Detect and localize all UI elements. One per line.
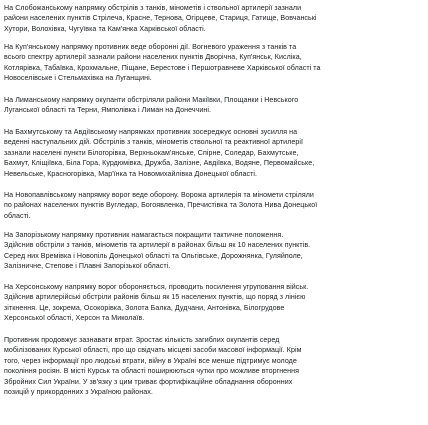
text-line: того, через інформації про людські втрати, війну в Україні все менше підтримує молоде: [4, 356, 297, 365]
text-line: Хутори, Волохівка, Чугуївка та Кам'янка Харківської області.: [4, 24, 206, 33]
text-line: На Куп'янському напрямку противник веде оборонні дії. Вогневого ураження з танків та: [4, 43, 297, 51]
text-line: Серед них Времівка і Новопіль Донецької області та Ольгівське, Дорожнянка, Гуляйполе,: [4, 251, 303, 260]
text-line: Луганської області та Терни, Ямполівка і Лиман на Донеччині.: [4, 106, 212, 115]
text-line: зазнали населені пункти Білогорівка, Верхньокам'янське, Спірне, Соледар, Бахмутське,: [4, 148, 299, 157]
text-line: Бахмут, Кліщіївка, Біла Гора, Курдюмівка, Дружба, Залізне, Авдіївка, Водяне, Первомайське,: [4, 159, 315, 168]
text-line: На Слобожанському напрямку обстрілів з танків, мінометів і ствольної артилерії зазнали: [4, 4, 302, 12]
paragraph-enemy-losses: [4, 335, 422, 397]
text-line: Котлярівка, Табаївка, Крохмальне, Піщане, Берестове і Першотравневе Харківської області та: [4, 63, 321, 72]
text-line: Залізничне, Степове і Плавні Запорізької області.: [4, 262, 171, 271]
text-line: позицій у прикордонних з Україною районах.: [4, 388, 153, 397]
paragraph-slobozhanskyi: [4, 3, 422, 34]
text-line: На Херсонському напрямку ворог обороняється, проводить посилення угруповання військ.: [4, 283, 309, 291]
paragraph-kupianskyi: [4, 42, 422, 84]
text-line: На Бахмутському та Авдіївському напрямках противник зосереджує основні зусилля на: [4, 128, 298, 136]
text-line: Новоселівське і Стельмахівка на Луганщині.: [4, 74, 152, 83]
paragraph-khersonskyi: [4, 282, 422, 324]
text-line: На Лиманському напрямку окупанти обстріляли райони Макіївки, Площанки і Невського: [4, 96, 299, 104]
text-line: Збройних Сил України. У зв'язку з цим триває фортифікаційне обладнання оборонних: [4, 377, 293, 386]
text-line: На Запорізькому напрямку противник намагається покращити тактичне положення.: [4, 231, 284, 239]
paragraph-lymanskyi: [4, 95, 422, 116]
text-line: всього спектру артилерії зазнали райони населених пунктів Дворічна, Куп'янськ, Кисліка,: [4, 53, 302, 62]
paragraph-bakhmutskyi: [4, 127, 422, 179]
text-line: На Новопавлівському напрямку ворог веде оборону. Ворожа артилерія та міномети стріляли: [4, 191, 314, 199]
text-line: області.: [4, 211, 31, 220]
text-line: покоління росіян. В місті Курськ та області поширюються чутки про можливе вторгнення: [4, 367, 299, 376]
paragraph-zaporizkyi: [4, 230, 422, 272]
text-line: зіткнення. Це, зокрема, Осокорівка, Золота Балка, Дудчани, Антонівка, Білогрудове: [4, 303, 285, 312]
text-line: мобілізованих Курської області, про що свідчать місцеві засоби масової інформації. Крім: [4, 346, 302, 355]
text-line: райони населених пунктів Стрілеча, Красне, Тернова, Огірцеве, Стариця, Гатище, Вовчанські: [4, 14, 317, 23]
text-line: Невельське, Красногорівка, Мар'їнка та Новомихайлівка Донецької області.: [4, 169, 258, 178]
text-line: Здійснив артилерійські обстріли районів більш як 15 населених пунктів, що поряд з лінією: [4, 293, 306, 302]
text-line: Противник продовжує зазнавати втрат. Зростає кількість загиблих окупантів серед: [4, 336, 280, 344]
paragraph-novopavlivskyi: [4, 190, 422, 221]
text-line: Здійснив обстріли з танків, мінометів та артилерії в районах більш як 10 населених пунктів.: [4, 241, 311, 250]
text-line: Херсонської області, Херсон та Миколаїв.: [4, 314, 145, 323]
text-line: веденні наступальних дій. Обстрілів з танків, мінометів ствольної та реактивної артилерії: [4, 138, 304, 147]
text-line: по районах населених пунктів Вугледар, Богоявленка, Пречистівка та Золота Нива Донецької: [4, 201, 318, 210]
